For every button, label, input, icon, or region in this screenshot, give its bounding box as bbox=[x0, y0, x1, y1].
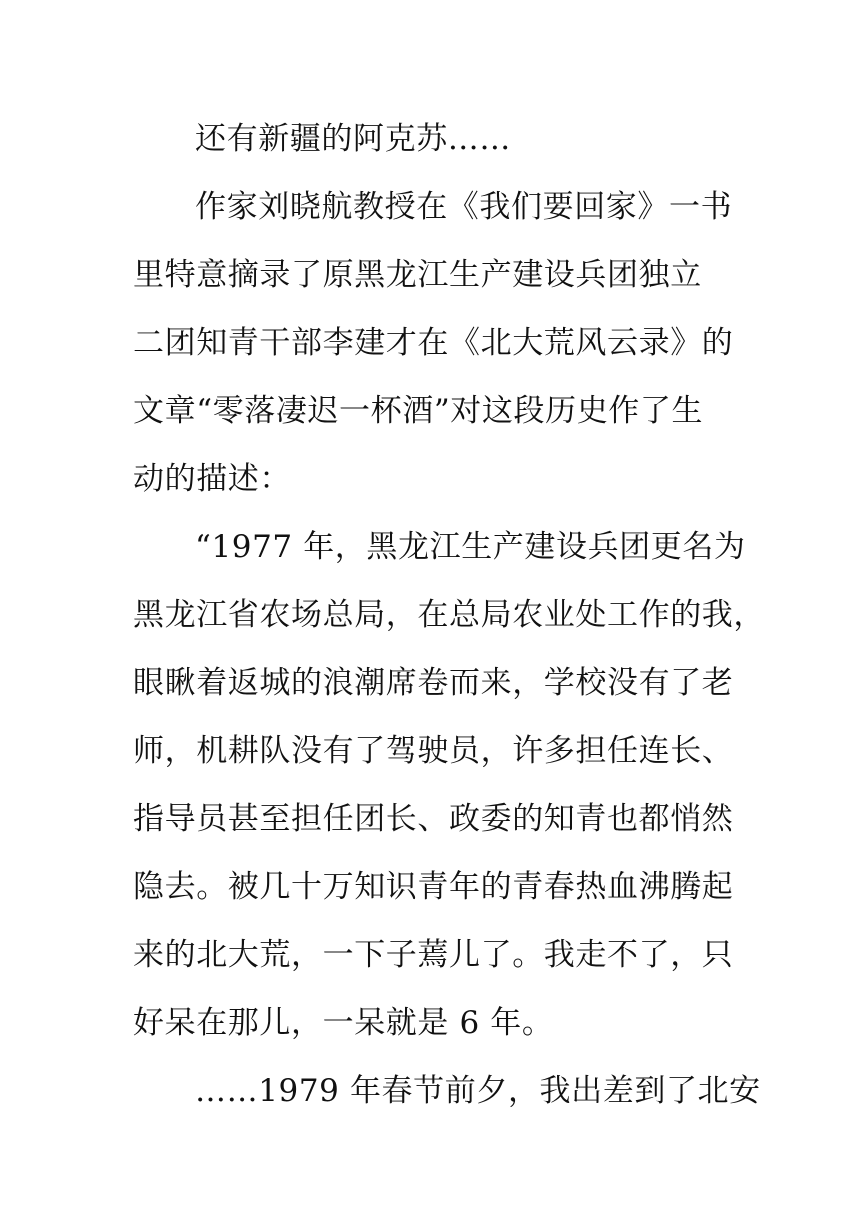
text-line: 眼瞅着返城的浪潮席卷而来，学校没有了老 bbox=[133, 665, 734, 701]
text-line: 文章“零落凄迟一杯酒”对这段历史作了生 bbox=[133, 393, 704, 429]
text-line: “1977 年，黑龙江生产建设兵团更名为 bbox=[195, 529, 746, 565]
text-line: 隐去。被几十万知识青年的青春热血沸腾起 bbox=[133, 869, 734, 905]
text-line: 里特意摘录了原黑龙江生产建设兵团独立 bbox=[133, 257, 702, 293]
text-line: 动的描述： bbox=[133, 461, 291, 497]
text-line: 黑龙江省农场总局，在总局农业处工作的我， bbox=[133, 597, 765, 633]
text-line: 指导员甚至担任团长、政委的知青也都悄然 bbox=[133, 801, 734, 837]
text-line: 作家刘晓航教授在《我们要回家》一书 bbox=[195, 189, 733, 225]
text-line: 还有新疆的阿克苏…… bbox=[195, 121, 511, 157]
text-line: ……1979 年春节前夕，我出差到了北安 bbox=[195, 1073, 761, 1109]
text-line: 来的北大荒，一下子蔫儿了。我走不了，只 bbox=[133, 937, 734, 973]
text-line: 二团知青干部李建才在《北大荒风云录》的 bbox=[133, 325, 734, 361]
text-line: 好呆在那儿，一呆就是 6 年。 bbox=[133, 1005, 554, 1041]
text-line: 师，机耕队没有了驾驶员，许多担任连长、 bbox=[133, 733, 734, 769]
